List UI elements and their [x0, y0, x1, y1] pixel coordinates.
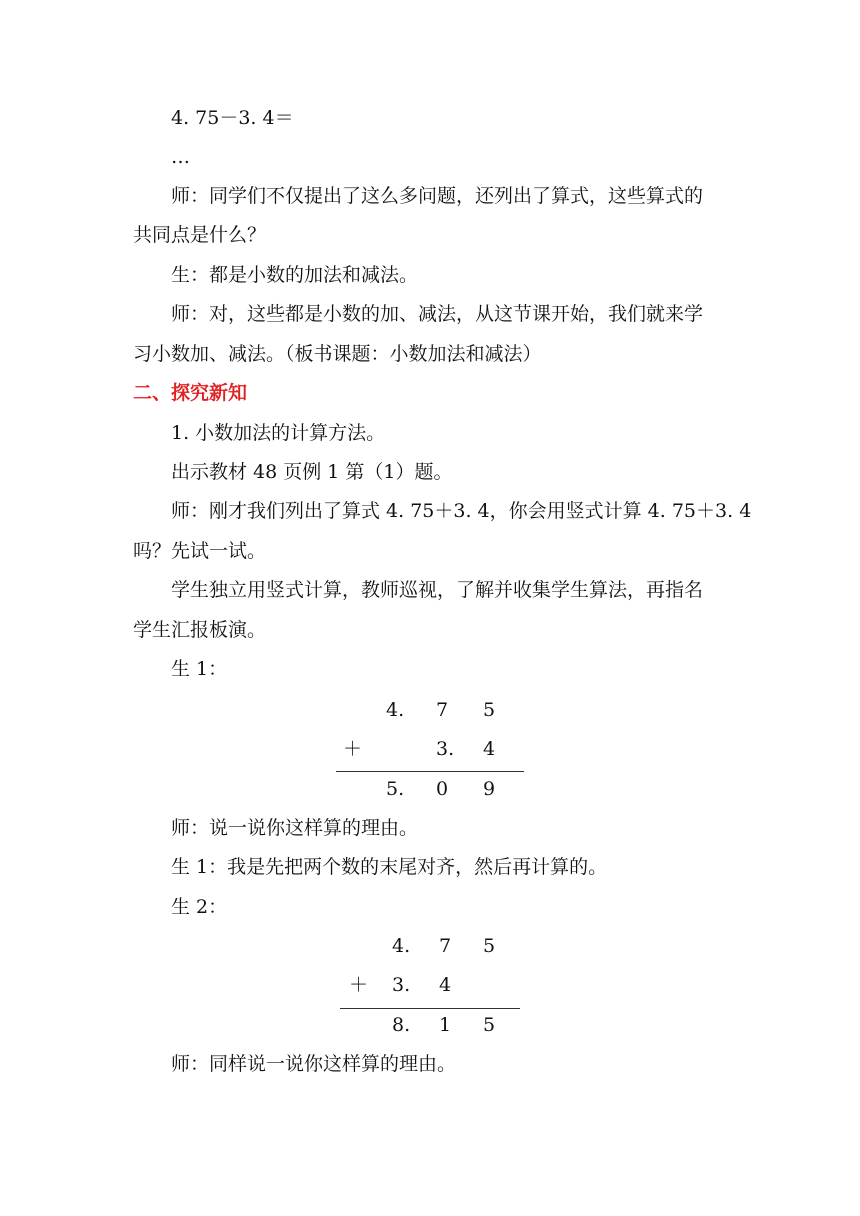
student-label: 生 2：: [171, 896, 228, 918]
teacher-line: 师：同学们不仅提出了这么多问题，还列出了算式，这些算式的: [171, 185, 704, 207]
subsection-title: 1. 小数加法的计算方法。: [171, 422, 386, 444]
student-line: 生：都是小数的加法和减法。: [171, 264, 419, 286]
narration-line-cont: 学生汇报板演。: [133, 619, 267, 641]
calc-digit: 7: [439, 935, 452, 957]
calc-digit: 5: [483, 699, 496, 721]
calc-digit: 4: [483, 738, 496, 760]
student-line: 生 1：我是先把两个数的末尾对齐，然后再计算的。: [171, 856, 608, 878]
calc-digit: 4.: [386, 699, 405, 721]
teacher-line: 师：对，这些都是小数的加、减法，从这节课开始，我们就来学: [171, 303, 704, 325]
calc-digit: 3.: [392, 974, 411, 996]
instruction-line: 出示教材 48 页例 1 第（1）题。: [171, 461, 453, 483]
calc-result-digit: 0: [436, 778, 449, 800]
calc-digit: 3.: [436, 738, 455, 760]
calc-result-digit: 9: [483, 778, 496, 800]
calc-digit: 4.: [392, 935, 411, 957]
calc-result-digit: 1: [439, 1014, 452, 1036]
calc-digit: 5: [483, 935, 496, 957]
teacher-line: 师：同样说一说你这样算的理由。: [171, 1053, 457, 1075]
calc-digit: 4: [439, 974, 452, 996]
section-heading: 二、探究新知: [133, 382, 248, 404]
plus-sign: ＋: [349, 974, 369, 996]
calc-digit: 7: [436, 699, 449, 721]
ellipsis-line: …: [171, 146, 190, 168]
plus-sign: ＋: [343, 738, 363, 760]
calc-result-digit: 5: [483, 1014, 496, 1036]
teacher-line-cont: 共同点是什么？: [133, 224, 267, 246]
calc-rule: [336, 771, 524, 772]
teacher-line-cont: 吗？先试一试。: [133, 540, 267, 562]
teacher-line: 师：说一说你这样算的理由。: [171, 817, 419, 839]
narration-line: 学生独立用竖式计算，教师巡视，了解并收集学生算法，再指名: [171, 579, 704, 601]
calc-rule: [340, 1008, 520, 1009]
teacher-line-cont: 习小数加、减法。（板书课题：小数加法和减法）: [133, 343, 542, 365]
equation-line: 4. 75－3. 4＝: [171, 107, 294, 129]
student-label: 生 1：: [171, 658, 228, 680]
calc-result-digit: 8.: [392, 1014, 411, 1036]
calc-result-digit: 5.: [386, 778, 405, 800]
teacher-line: 师：刚才我们列出了算式 4. 75＋3. 4，你会用竖式计算 4. 75＋3. 4: [171, 500, 752, 522]
